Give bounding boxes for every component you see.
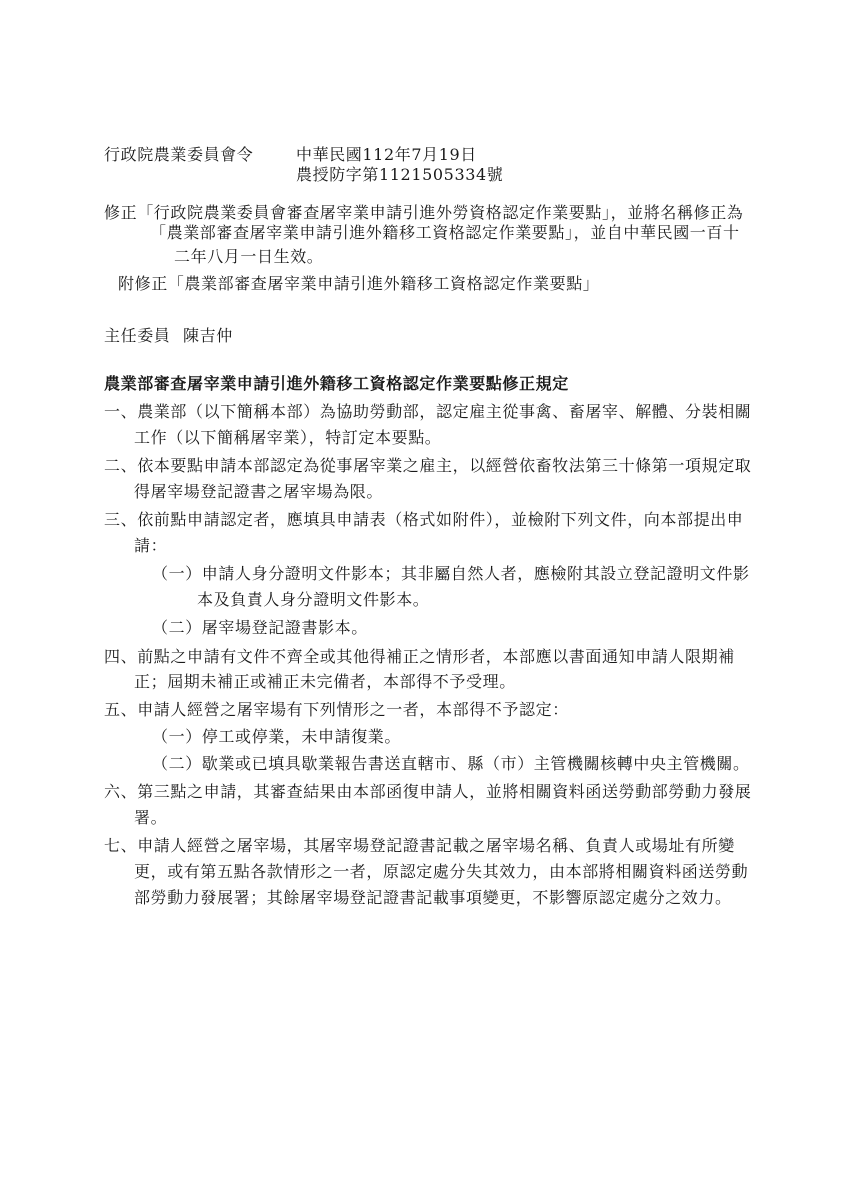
issuing-agency: 行政院農業委員會令: [104, 145, 254, 164]
regulation-line: （二）歇業或已填具歇業報告書送直轄市、縣（市）主管機關核轉中央主管機關。: [152, 754, 750, 773]
regulation-title: 農業部審查屠宰業申請引進外籍移工資格認定作業要點修正規定: [104, 374, 569, 393]
regulation-line: 部勞動力發展署；其餘屠宰場登記證書記載事項變更，不影響原認定處分之效力。: [134, 888, 732, 907]
order-line-2: 「農業部審查屠宰業申請引進外籍移工資格認定作業要點」，並自中華民國一百十: [150, 223, 740, 242]
order-line-3: 二年八月一日生效。: [174, 247, 324, 266]
signatory-title: 主任委員: [104, 326, 171, 345]
regulation-line: 本及負責人身分證明文件影本。: [197, 590, 430, 609]
regulation-line: 三、依前點申請認定者，應填具申請表（格式如附件），並檢附下列文件，向本部提出申: [104, 510, 744, 529]
regulation-line: 六、第三點之申請，其審查結果由本部函復申請人，並將相關資料函送勞動部勞動力發展: [104, 782, 752, 801]
regulation-line: 正；屆期未補正或補正未完備者，本部得不予受理。: [134, 672, 516, 691]
regulation-line: 四、前點之申請有文件不齊全或其他得補正之情形者，本部應以書面通知申請人限期補: [104, 647, 735, 666]
signatory-name: 陳吉仲: [183, 326, 233, 345]
issue-date: 中華民國112年7月19日: [296, 145, 477, 164]
regulation-line: 請：: [134, 536, 168, 555]
regulation-line: 署。: [134, 808, 168, 827]
regulation-line: （一）停工或停業，未申請復業。: [152, 727, 402, 746]
regulation-line: 得屠宰場登記證書之屠宰場為限。: [134, 482, 384, 501]
regulation-line: （一）申請人身分證明文件影本；其非屬自然人者，應檢附其設立登記證明文件影: [152, 564, 750, 583]
order-line-1: 修正「行政院農業委員會審查屠宰業申請引進外勞資格認定作業要點」，並將名稱修正為: [104, 203, 744, 222]
regulation-line: 七、申請人經營之屠宰場，其屠宰場登記證書記載之屠宰場名稱、負責人或場址有所變: [104, 836, 735, 855]
regulation-line: 工作（以下簡稱屠宰業），特訂定本要點。: [134, 428, 442, 447]
regulation-line: 更，或有第五點各款情形之一者，原認定處分失其效力，由本部將相關資料函送勞動: [134, 862, 749, 881]
document-number: 農授防字第1121505334號: [296, 165, 504, 184]
regulation-line: 五、申請人經營之屠宰場有下列情形之一者，本部得不予認定：: [104, 700, 569, 719]
regulation-line: 二、依本要點申請本部認定為從事屠宰業之雇主，以經營依畜牧法第三十條第一項規定取: [104, 456, 752, 475]
attachment-note: 附修正「農業部審查屠宰業申請引進外籍移工資格認定作業要點」: [118, 274, 600, 293]
regulation-line: 一、農業部（以下簡稱本部）為協助勞動部，認定雇主從事禽、畜屠宰、解體、分裝相關: [104, 402, 752, 421]
regulation-line: （二）屠宰場登記證書影本。: [152, 618, 368, 637]
